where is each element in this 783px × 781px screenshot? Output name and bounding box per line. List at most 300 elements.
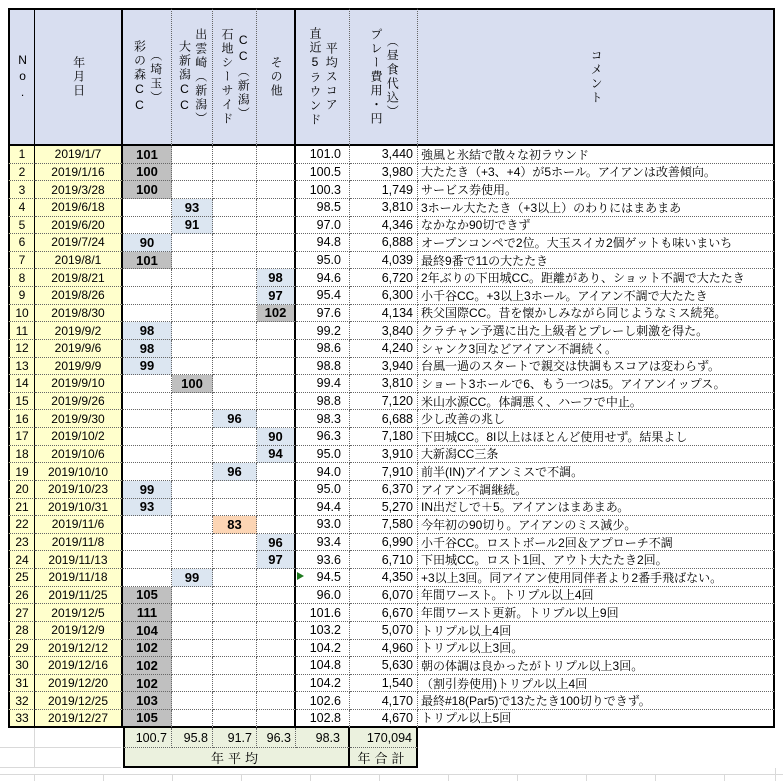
cell-avg-16[interactable]: 98.3 xyxy=(296,410,350,428)
column-header-no[interactable] xyxy=(8,8,35,146)
cell-avg-8[interactable]: 94.6 xyxy=(296,269,350,287)
cell-score-oniigata-24[interactable] xyxy=(172,551,213,569)
cell-comment-24[interactable]: 下田城CC。ロスト1回、アウト大たたき2回。 xyxy=(418,551,775,569)
cell-score-sainomori-20[interactable]: 99 xyxy=(123,481,172,499)
column-header-sainomori-cc[interactable] xyxy=(123,8,172,146)
cell-score-sonota-16[interactable] xyxy=(257,410,296,428)
cell-cost-30[interactable]: 5,630 xyxy=(350,657,418,675)
cell-score-oniigata-10[interactable] xyxy=(172,305,213,323)
cell-avg-2[interactable]: 100.5 xyxy=(296,164,350,182)
cell-cost-9[interactable]: 6,300 xyxy=(350,287,418,305)
cell-score-ishiji-20[interactable] xyxy=(213,481,257,499)
cell-no-14[interactable]: 14 xyxy=(8,375,35,393)
cell-cost-11[interactable]: 3,840 xyxy=(350,322,418,340)
cell-cost-4[interactable]: 3,810 xyxy=(350,199,418,217)
cell-no-1[interactable]: 1 xyxy=(8,146,35,164)
cell-cost-17[interactable]: 7,180 xyxy=(350,428,418,446)
cell-cost-5[interactable]: 4,346 xyxy=(350,217,418,235)
cell-score-oniigata-32[interactable] xyxy=(172,692,213,710)
cell-score-oniigata-19[interactable] xyxy=(172,463,213,481)
cell-cost-32[interactable]: 4,170 xyxy=(350,692,418,710)
cell-score-ishiji-23[interactable] xyxy=(213,534,257,552)
cell-date-33[interactable]: 2019/12/27 xyxy=(35,710,123,728)
cell-date-30[interactable]: 2019/12/16 xyxy=(35,657,123,675)
cell-score-sonota-4[interactable] xyxy=(257,199,296,217)
cell-score-oniigata-17[interactable] xyxy=(172,428,213,446)
cell-date-19[interactable]: 2019/10/10 xyxy=(35,463,123,481)
cell-cost-31[interactable]: 1,540 xyxy=(350,675,418,693)
cell-avg-29[interactable]: 104.2 xyxy=(296,640,350,658)
cell-cost-29[interactable]: 4,960 xyxy=(350,640,418,658)
cell-comment-3[interactable]: サービス券使用。 xyxy=(418,181,775,199)
cell-score-sainomori-33[interactable]: 105 xyxy=(123,710,172,728)
cell-avg-27[interactable]: 101.6 xyxy=(296,604,350,622)
cell-score-ishiji-25[interactable] xyxy=(213,569,257,587)
cell-no-22[interactable]: 22 xyxy=(8,516,35,534)
cell-score-sainomori-27[interactable]: 111 xyxy=(123,604,172,622)
cell-score-ishiji-31[interactable] xyxy=(213,675,257,693)
cell-score-sainomori-13[interactable]: 99 xyxy=(123,358,172,376)
cell-no-5[interactable]: 5 xyxy=(8,217,35,235)
cell-score-sainomori-28[interactable]: 104 xyxy=(123,622,172,640)
cell-no-15[interactable]: 15 xyxy=(8,393,35,411)
footer-total-cost[interactable]: 170,094 xyxy=(350,728,418,748)
cell-score-ishiji-28[interactable] xyxy=(213,622,257,640)
cell-score-ishiji-13[interactable] xyxy=(213,358,257,376)
cell-score-ishiji-18[interactable] xyxy=(213,446,257,464)
cell-score-oniigata-25[interactable]: 99 xyxy=(172,569,213,587)
cell-score-oniigata-3[interactable] xyxy=(172,181,213,199)
cell-cost-19[interactable]: 7,910 xyxy=(350,463,418,481)
cell-score-sonota-7[interactable] xyxy=(257,252,296,270)
cell-score-ishiji-15[interactable] xyxy=(213,393,257,411)
cell-score-sonota-6[interactable] xyxy=(257,234,296,252)
cell-no-20[interactable]: 20 xyxy=(8,481,35,499)
cell-score-oniigata-8[interactable] xyxy=(172,269,213,287)
cell-score-oniigata-31[interactable] xyxy=(172,675,213,693)
footer-avg-ishiji[interactable]: 91.7 xyxy=(213,728,257,748)
cell-score-oniigata-28[interactable] xyxy=(172,622,213,640)
cell-no-23[interactable]: 23 xyxy=(8,534,35,552)
cell-score-sainomori-7[interactable]: 101 xyxy=(123,252,172,270)
footer-avg-sainomori[interactable]: 100.7 xyxy=(123,728,172,748)
footer-year-average-label[interactable]: 年平均 xyxy=(123,748,350,768)
cell-cost-14[interactable]: 3,810 xyxy=(350,375,418,393)
cell-score-sainomori-4[interactable] xyxy=(123,199,172,217)
cell-date-9[interactable]: 2019/8/26 xyxy=(35,287,123,305)
cell-score-sonota-31[interactable] xyxy=(257,675,296,693)
cell-no-18[interactable]: 18 xyxy=(8,446,35,464)
cell-score-sainomori-15[interactable] xyxy=(123,393,172,411)
cell-comment-30[interactable]: 朝の体調は良かったがトリプル以上3回。 xyxy=(418,657,775,675)
cell-date-26[interactable]: 2019/11/25 xyxy=(35,587,123,605)
cell-cost-26[interactable]: 6,070 xyxy=(350,587,418,605)
cell-score-sonota-21[interactable] xyxy=(257,499,296,517)
cell-score-ishiji-11[interactable] xyxy=(213,322,257,340)
column-header-dainiigata-cc[interactable] xyxy=(172,8,213,146)
cell-date-25[interactable]: 2019/11/18 xyxy=(35,569,123,587)
cell-score-sonota-17[interactable]: 90 xyxy=(257,428,296,446)
cell-comment-31[interactable]: （割引券使用)トリプル以上4回 xyxy=(418,675,775,693)
column-header-play-cost[interactable] xyxy=(350,8,418,146)
cell-comment-20[interactable]: アイアン不調継続。 xyxy=(418,481,775,499)
cell-score-sonota-1[interactable] xyxy=(257,146,296,164)
cell-date-24[interactable]: 2019/11/13 xyxy=(35,551,123,569)
cell-date-17[interactable]: 2019/10/2 xyxy=(35,428,123,446)
cell-no-9[interactable]: 9 xyxy=(8,287,35,305)
cell-date-31[interactable]: 2019/12/20 xyxy=(35,675,123,693)
cell-avg-20[interactable]: 95.0 xyxy=(296,481,350,499)
cell-no-7[interactable]: 7 xyxy=(8,252,35,270)
cell-score-ishiji-33[interactable] xyxy=(213,710,257,728)
cell-date-3[interactable]: 2019/3/28 xyxy=(35,181,123,199)
cell-cost-3[interactable]: 1,749 xyxy=(350,181,418,199)
cell-no-6[interactable]: 6 xyxy=(8,234,35,252)
cell-score-oniigata-20[interactable] xyxy=(172,481,213,499)
cell-date-10[interactable]: 2019/8/30 xyxy=(35,305,123,323)
cell-comment-5[interactable]: なかなか90切できず xyxy=(418,217,775,235)
cell-avg-4[interactable]: 98.5 xyxy=(296,199,350,217)
cell-score-ishiji-19[interactable]: 96 xyxy=(213,463,257,481)
cell-date-18[interactable]: 2019/10/6 xyxy=(35,446,123,464)
cell-no-8[interactable]: 8 xyxy=(8,269,35,287)
cell-date-12[interactable]: 2019/9/6 xyxy=(35,340,123,358)
cell-score-ishiji-3[interactable] xyxy=(213,181,257,199)
cell-score-sonota-3[interactable] xyxy=(257,181,296,199)
cell-comment-1[interactable]: 強風と氷結で散々な初ラウンド xyxy=(418,146,775,164)
cell-comment-28[interactable]: トリプル以上4回 xyxy=(418,622,775,640)
cell-score-sonota-13[interactable] xyxy=(257,358,296,376)
cell-comment-25[interactable]: +3以上3回。同アイアン使用同伴者より2番手飛ばない。 xyxy=(418,569,775,587)
cell-score-ishiji-17[interactable] xyxy=(213,428,257,446)
cell-cost-8[interactable]: 6,720 xyxy=(350,269,418,287)
cell-cost-21[interactable]: 5,270 xyxy=(350,499,418,517)
cell-score-sainomori-18[interactable] xyxy=(123,446,172,464)
cell-avg-32[interactable]: 102.6 xyxy=(296,692,350,710)
cell-no-24[interactable]: 24 xyxy=(8,551,35,569)
cell-comment-2[interactable]: 大たたき（+3、+4）が5ホール。アイアンは改善傾向。 xyxy=(418,164,775,182)
cell-avg-14[interactable]: 99.4 xyxy=(296,375,350,393)
cell-score-ishiji-12[interactable] xyxy=(213,340,257,358)
cell-avg-6[interactable]: 94.8 xyxy=(296,234,350,252)
cell-comment-21[interactable]: IN出だしで＋5。アイアンはまあまあ。 xyxy=(418,499,775,517)
cell-score-sonota-11[interactable] xyxy=(257,322,296,340)
cell-comment-23[interactable]: 小千谷CC。ロストボール2回＆アプローチ不調 xyxy=(418,534,775,552)
cell-score-sainomori-5[interactable] xyxy=(123,217,172,235)
cell-comment-32[interactable]: 最終#18(Par5)で13たたき100切りできず。 xyxy=(418,692,775,710)
cell-score-oniigata-29[interactable] xyxy=(172,640,213,658)
cell-score-ishiji-1[interactable] xyxy=(213,146,257,164)
cell-cost-27[interactable]: 6,670 xyxy=(350,604,418,622)
cell-date-28[interactable]: 2019/12/9 xyxy=(35,622,123,640)
cell-score-sainomori-1[interactable]: 101 xyxy=(123,146,172,164)
cell-comment-12[interactable]: シャンク3回などアイアン不調続く。 xyxy=(418,340,775,358)
cell-cost-13[interactable]: 3,940 xyxy=(350,358,418,376)
cell-score-sainomori-25[interactable] xyxy=(123,569,172,587)
cell-avg-26[interactable]: 96.0 xyxy=(296,587,350,605)
cell-score-oniigata-33[interactable] xyxy=(172,710,213,728)
cell-date-27[interactable]: 2019/12/5 xyxy=(35,604,123,622)
cell-score-oniigata-23[interactable] xyxy=(172,534,213,552)
cell-avg-5[interactable]: 97.0 xyxy=(296,217,350,235)
cell-score-oniigata-9[interactable] xyxy=(172,287,213,305)
cell-score-ishiji-27[interactable] xyxy=(213,604,257,622)
cell-score-sonota-26[interactable] xyxy=(257,587,296,605)
cell-avg-23[interactable]: 93.4 xyxy=(296,534,350,552)
cell-avg-11[interactable]: 99.2 xyxy=(296,322,350,340)
cell-avg-12[interactable]: 98.6 xyxy=(296,340,350,358)
column-header-comment[interactable] xyxy=(418,8,775,146)
cell-score-sonota-30[interactable] xyxy=(257,657,296,675)
cell-score-sainomori-29[interactable]: 102 xyxy=(123,640,172,658)
cell-score-oniigata-6[interactable] xyxy=(172,234,213,252)
cell-comment-4[interactable]: 3ホール大たたき（+3以上）のわりにはまあまあ xyxy=(418,199,775,217)
cell-avg-13[interactable]: 98.8 xyxy=(296,358,350,376)
cell-score-sainomori-2[interactable]: 100 xyxy=(123,164,172,182)
cell-avg-7[interactable]: 95.0 xyxy=(296,252,350,270)
cell-no-13[interactable]: 13 xyxy=(8,358,35,376)
cell-date-11[interactable]: 2019/9/2 xyxy=(35,322,123,340)
cell-comment-16[interactable]: 少し改善の兆し xyxy=(418,410,775,428)
cell-no-32[interactable]: 32 xyxy=(8,692,35,710)
cell-no-4[interactable]: 4 xyxy=(8,199,35,217)
cell-avg-24[interactable]: 93.6 xyxy=(296,551,350,569)
cell-score-ishiji-2[interactable] xyxy=(213,164,257,182)
cell-score-ishiji-21[interactable] xyxy=(213,499,257,517)
cell-cost-16[interactable]: 6,688 xyxy=(350,410,418,428)
cell-no-16[interactable]: 16 xyxy=(8,410,35,428)
cell-score-oniigata-12[interactable] xyxy=(172,340,213,358)
cell-no-11[interactable]: 11 xyxy=(8,322,35,340)
cell-cost-25[interactable]: 4,350 xyxy=(350,569,418,587)
cell-score-ishiji-7[interactable] xyxy=(213,252,257,270)
cell-avg-21[interactable]: 94.4 xyxy=(296,499,350,517)
cell-cost-23[interactable]: 6,990 xyxy=(350,534,418,552)
cell-no-30[interactable]: 30 xyxy=(8,657,35,675)
cell-score-ishiji-14[interactable] xyxy=(213,375,257,393)
cell-avg-28[interactable]: 103.2 xyxy=(296,622,350,640)
cell-date-8[interactable]: 2019/8/21 xyxy=(35,269,123,287)
cell-date-7[interactable]: 2019/8/1 xyxy=(35,252,123,270)
cell-avg-22[interactable]: 93.0 xyxy=(296,516,350,534)
cell-score-sonota-2[interactable] xyxy=(257,164,296,182)
cell-score-ishiji-26[interactable] xyxy=(213,587,257,605)
column-header-other[interactable] xyxy=(257,8,296,146)
cell-no-31[interactable]: 31 xyxy=(8,675,35,693)
cell-date-22[interactable]: 2019/11/6 xyxy=(35,516,123,534)
cell-no-26[interactable]: 26 xyxy=(8,587,35,605)
column-header-ishiji-seaside-cc[interactable] xyxy=(213,8,257,146)
cell-score-ishiji-29[interactable] xyxy=(213,640,257,658)
cell-score-sonota-23[interactable]: 96 xyxy=(257,534,296,552)
cell-cost-28[interactable]: 5,070 xyxy=(350,622,418,640)
cell-score-sainomori-8[interactable] xyxy=(123,269,172,287)
cell-avg-9[interactable]: 95.4 xyxy=(296,287,350,305)
cell-score-oniigata-13[interactable] xyxy=(172,358,213,376)
cell-comment-6[interactable]: オープンコンペで2位。大玉スイカ2個ゲットも味いまいち xyxy=(418,234,775,252)
cell-score-sonota-27[interactable] xyxy=(257,604,296,622)
cell-comment-33[interactable]: トリプル以上5回 xyxy=(418,710,775,728)
cell-cost-22[interactable]: 7,580 xyxy=(350,516,418,534)
cell-cost-12[interactable]: 4,240 xyxy=(350,340,418,358)
cell-date-2[interactable]: 2019/1/16 xyxy=(35,164,123,182)
cell-score-sainomori-6[interactable]: 90 xyxy=(123,234,172,252)
cell-score-ishiji-9[interactable] xyxy=(213,287,257,305)
cell-score-sonota-28[interactable] xyxy=(257,622,296,640)
cell-no-12[interactable]: 12 xyxy=(8,340,35,358)
cell-cost-6[interactable]: 6,888 xyxy=(350,234,418,252)
cell-score-oniigata-16[interactable] xyxy=(172,410,213,428)
footer-year-total-label[interactable]: 年合計 xyxy=(350,748,418,768)
cell-score-sainomori-32[interactable]: 103 xyxy=(123,692,172,710)
cell-avg-33[interactable]: 102.8 xyxy=(296,710,350,728)
cell-no-28[interactable]: 28 xyxy=(8,622,35,640)
cell-date-6[interactable]: 2019/7/24 xyxy=(35,234,123,252)
cell-score-sonota-12[interactable] xyxy=(257,340,296,358)
cell-avg-25[interactable]: 94.5 xyxy=(296,569,350,587)
cell-score-sonota-5[interactable] xyxy=(257,217,296,235)
cell-cost-10[interactable]: 4,134 xyxy=(350,305,418,323)
cell-avg-3[interactable]: 100.3 xyxy=(296,181,350,199)
cell-score-sonota-9[interactable]: 97 xyxy=(257,287,296,305)
cell-comment-29[interactable]: トリプル以上3回。 xyxy=(418,640,775,658)
cell-score-ishiji-6[interactable] xyxy=(213,234,257,252)
cell-score-oniigata-7[interactable] xyxy=(172,252,213,270)
cell-score-ishiji-4[interactable] xyxy=(213,199,257,217)
cell-score-sonota-33[interactable] xyxy=(257,710,296,728)
cell-date-20[interactable]: 2019/10/23 xyxy=(35,481,123,499)
cell-cost-33[interactable]: 4,670 xyxy=(350,710,418,728)
column-header-date[interactable] xyxy=(35,8,123,146)
cell-score-ishiji-32[interactable] xyxy=(213,692,257,710)
cell-comment-11[interactable]: クラチャン予選に出た上級者とプレーし刺激を得た。 xyxy=(418,322,775,340)
cell-score-sainomori-31[interactable]: 102 xyxy=(123,675,172,693)
cell-score-sainomori-22[interactable] xyxy=(123,516,172,534)
cell-no-27[interactable]: 27 xyxy=(8,604,35,622)
cell-comment-9[interactable]: 小千谷CC。+3以上3ホール。アイアン不調で大たたき xyxy=(418,287,775,305)
cell-avg-18[interactable]: 95.0 xyxy=(296,446,350,464)
cell-comment-26[interactable]: 年間ワースト。トリプル以上4回 xyxy=(418,587,775,605)
cell-score-oniigata-2[interactable] xyxy=(172,164,213,182)
cell-score-oniigata-30[interactable] xyxy=(172,657,213,675)
cell-no-25[interactable]: 25 xyxy=(8,569,35,587)
cell-score-sainomori-14[interactable] xyxy=(123,375,172,393)
cell-comment-13[interactable]: 台風一過のスタートで親交は快調もスコアは変わらず。 xyxy=(418,358,775,376)
cell-cost-24[interactable]: 6,710 xyxy=(350,551,418,569)
cell-no-2[interactable]: 2 xyxy=(8,164,35,182)
cell-score-sonota-25[interactable] xyxy=(257,569,296,587)
cell-no-10[interactable]: 10 xyxy=(8,305,35,323)
cell-score-sonota-14[interactable] xyxy=(257,375,296,393)
cell-score-ishiji-22[interactable]: 83 xyxy=(213,516,257,534)
cell-score-ishiji-24[interactable] xyxy=(213,551,257,569)
cell-score-ishiji-10[interactable] xyxy=(213,305,257,323)
cell-cost-20[interactable]: 6,370 xyxy=(350,481,418,499)
cell-date-5[interactable]: 2019/6/20 xyxy=(35,217,123,235)
cell-date-15[interactable]: 2019/9/26 xyxy=(35,393,123,411)
cell-cost-2[interactable]: 3,980 xyxy=(350,164,418,182)
cell-score-sainomori-16[interactable] xyxy=(123,410,172,428)
cell-score-oniigata-11[interactable] xyxy=(172,322,213,340)
cell-score-sainomori-9[interactable] xyxy=(123,287,172,305)
cell-score-sonota-8[interactable]: 98 xyxy=(257,269,296,287)
cell-score-sonota-15[interactable] xyxy=(257,393,296,411)
cell-score-sainomori-10[interactable] xyxy=(123,305,172,323)
cell-avg-10[interactable]: 97.6 xyxy=(296,305,350,323)
cell-score-sainomori-11[interactable]: 98 xyxy=(123,322,172,340)
cell-no-19[interactable]: 19 xyxy=(8,463,35,481)
cell-score-oniigata-4[interactable]: 93 xyxy=(172,199,213,217)
cell-score-sainomori-3[interactable]: 100 xyxy=(123,181,172,199)
cell-score-sonota-24[interactable]: 97 xyxy=(257,551,296,569)
cell-no-29[interactable]: 29 xyxy=(8,640,35,658)
cell-score-oniigata-26[interactable] xyxy=(172,587,213,605)
cell-score-sonota-10[interactable]: 102 xyxy=(257,305,296,323)
cell-avg-15[interactable]: 98.8 xyxy=(296,393,350,411)
cell-score-sainomori-12[interactable]: 98 xyxy=(123,340,172,358)
cell-score-sonota-20[interactable] xyxy=(257,481,296,499)
cell-no-17[interactable]: 17 xyxy=(8,428,35,446)
cell-avg-19[interactable]: 94.0 xyxy=(296,463,350,481)
cell-cost-1[interactable]: 3,440 xyxy=(350,146,418,164)
cell-date-13[interactable]: 2019/9/9 xyxy=(35,358,123,376)
cell-comment-18[interactable]: 大新潟CC三条 xyxy=(418,446,775,464)
cell-avg-31[interactable]: 104.2 xyxy=(296,675,350,693)
cell-score-sonota-19[interactable] xyxy=(257,463,296,481)
cell-score-sonota-18[interactable]: 94 xyxy=(257,446,296,464)
cell-score-oniigata-14[interactable]: 100 xyxy=(172,375,213,393)
cell-date-4[interactable]: 2019/6/18 xyxy=(35,199,123,217)
cell-score-sainomori-30[interactable]: 102 xyxy=(123,657,172,675)
cell-cost-15[interactable]: 7,120 xyxy=(350,393,418,411)
cell-cost-18[interactable]: 3,910 xyxy=(350,446,418,464)
cell-score-sainomori-21[interactable]: 93 xyxy=(123,499,172,517)
cell-no-33[interactable]: 33 xyxy=(8,710,35,728)
cell-date-14[interactable]: 2019/9/10 xyxy=(35,375,123,393)
cell-comment-8[interactable]: 2年ぶりの下田城CC。距離があり、ショット不調で大たたき xyxy=(418,269,775,287)
cell-score-oniigata-21[interactable] xyxy=(172,499,213,517)
cell-comment-22[interactable]: 今年初の90切り。アイアンのミス減少。 xyxy=(418,516,775,534)
cell-date-29[interactable]: 2019/12/12 xyxy=(35,640,123,658)
footer-avg-recent5[interactable]: 98.3 xyxy=(296,728,350,748)
cell-score-oniigata-15[interactable] xyxy=(172,393,213,411)
cell-score-oniigata-22[interactable] xyxy=(172,516,213,534)
cell-cost-7[interactable]: 4,039 xyxy=(350,252,418,270)
cell-avg-30[interactable]: 104.8 xyxy=(296,657,350,675)
cell-score-sonota-29[interactable] xyxy=(257,640,296,658)
cell-score-ishiji-5[interactable] xyxy=(213,217,257,235)
cell-score-sainomori-23[interactable] xyxy=(123,534,172,552)
cell-comment-19[interactable]: 前半(IN)アイアンミスで不調。 xyxy=(418,463,775,481)
footer-avg-dainiigata[interactable]: 95.8 xyxy=(172,728,213,748)
cell-comment-27[interactable]: 年間ワースト更新。トリプル以上9回 xyxy=(418,604,775,622)
cell-date-21[interactable]: 2019/10/31 xyxy=(35,499,123,517)
cell-score-ishiji-30[interactable] xyxy=(213,657,257,675)
cell-date-16[interactable]: 2019/9/30 xyxy=(35,410,123,428)
column-header-recent5-average[interactable] xyxy=(296,8,350,146)
cell-score-oniigata-1[interactable] xyxy=(172,146,213,164)
cell-date-1[interactable]: 2019/1/7 xyxy=(35,146,123,164)
cell-avg-1[interactable]: 101.0 xyxy=(296,146,350,164)
footer-avg-other[interactable]: 96.3 xyxy=(257,728,296,748)
cell-score-oniigata-5[interactable]: 91 xyxy=(172,217,213,235)
cell-score-sainomori-24[interactable] xyxy=(123,551,172,569)
cell-score-sonota-22[interactable] xyxy=(257,516,296,534)
cell-avg-17[interactable]: 96.3 xyxy=(296,428,350,446)
cell-no-21[interactable]: 21 xyxy=(8,499,35,517)
cell-score-sainomori-26[interactable]: 105 xyxy=(123,587,172,605)
cell-score-sonota-32[interactable] xyxy=(257,692,296,710)
